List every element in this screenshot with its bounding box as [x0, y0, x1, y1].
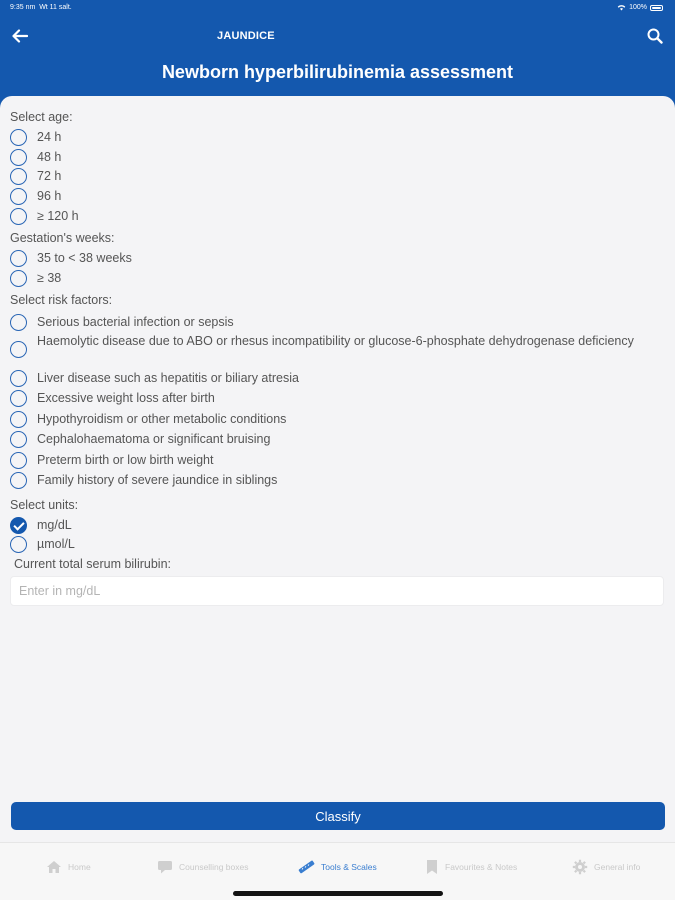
tab-home[interactable] — [46, 857, 91, 877]
radio-button[interactable] — [10, 536, 27, 553]
tab-general-info[interactable] — [572, 857, 640, 877]
gestation-option-38plus[interactable] — [10, 269, 61, 287]
gear-icon — [572, 859, 588, 875]
risk-option-preterm[interactable] — [10, 451, 213, 469]
risk-option-infection[interactable] — [10, 313, 234, 331]
option-label: Cephalohaematoma or significant bruising — [37, 431, 271, 446]
home-icon — [46, 860, 62, 874]
units-option-mgdl[interactable] — [10, 516, 72, 534]
tab-label: Counselling boxes — [179, 862, 249, 872]
checkbox[interactable] — [10, 341, 27, 358]
age-option-120h[interactable] — [10, 207, 79, 225]
arrow-left-icon — [12, 29, 28, 43]
age-section-label: Select age: — [10, 110, 73, 124]
risk-option-liver[interactable] — [10, 369, 299, 387]
risk-section-label: Select risk factors: — [10, 293, 113, 307]
option-label: 72 h — [37, 168, 62, 183]
checkbox[interactable] — [10, 431, 27, 448]
risk-option-hypothyroidism[interactable] — [10, 410, 286, 428]
ruler-icon — [297, 859, 315, 875]
checkbox[interactable] — [10, 370, 27, 387]
battery-percent: 100% — [629, 4, 647, 11]
option-label: µmol/L — [37, 536, 75, 551]
option-label: Preterm birth or low birth weight — [37, 452, 214, 467]
option-label: 24 h — [37, 129, 62, 144]
radio-button[interactable] — [10, 149, 27, 166]
risk-option-weight-loss[interactable] — [10, 389, 215, 407]
age-option-24h[interactable] — [10, 128, 61, 146]
radio-button[interactable] — [10, 168, 27, 185]
nav-title: JAUNDICE — [217, 30, 275, 42]
classify-button[interactable]: Classify — [11, 802, 665, 830]
option-label: 35 to < 38 weeks — [37, 250, 132, 265]
radio-button[interactable] — [10, 129, 27, 146]
option-label: Excessive weight loss after birth — [37, 390, 215, 405]
bilirubin-label: Current total serum bilirubin: — [14, 557, 172, 571]
gestation-section-label: Gestation's weeks: — [10, 231, 115, 245]
risk-option-cephalohaematoma[interactable] — [10, 430, 270, 448]
units-section-label: Select units: — [10, 498, 79, 512]
option-label: Hypothyroidism or other metabolic conditions — [37, 411, 287, 426]
status-time-date — [10, 4, 72, 11]
status-right — [617, 4, 663, 11]
tab-counselling-boxes[interactable] — [157, 857, 248, 877]
tab-favourites-notes[interactable] — [425, 857, 517, 877]
radio-button[interactable] — [10, 188, 27, 205]
search-icon — [647, 28, 663, 44]
page-title: Newborn hyperbilirubinemia assessment — [161, 62, 514, 82]
age-option-72h[interactable] — [10, 167, 61, 185]
tab-label: Favourites & Notes — [445, 862, 518, 872]
home-indicator — [233, 891, 443, 896]
radio-button[interactable] — [10, 208, 27, 225]
option-label: Liver disease such as hepatitis or biliary atresia — [37, 370, 299, 385]
tab-label: Home — [68, 862, 91, 872]
assessment-form — [0, 96, 675, 842]
tab-tools-scales[interactable] — [297, 857, 377, 877]
option-label: Family history of severe jaundice in siblings — [37, 472, 278, 487]
radio-button-checked[interactable] — [10, 517, 27, 534]
radio-button[interactable] — [10, 270, 27, 287]
search-button[interactable] — [643, 24, 667, 48]
bookmark-icon — [425, 859, 439, 875]
option-label: Serious bacterial infection or sepsis — [37, 314, 234, 329]
option-label: 48 h — [37, 149, 62, 164]
checkbox[interactable] — [10, 390, 27, 407]
status-date: Wt 11 salt. — [39, 4, 72, 11]
option-label: 96 h — [37, 188, 62, 203]
tab-label: General info — [594, 862, 641, 872]
risk-option-family-history[interactable] — [10, 471, 277, 489]
back-button[interactable] — [8, 24, 32, 48]
option-label: Haemolytic disease due to ABO or rhesus incompatibility or glucose-6-phosphate dehydrogenase deficiency — [37, 334, 634, 348]
wifi-icon — [617, 4, 626, 11]
option-label: ≥ 38 — [37, 270, 62, 285]
status-time: 9:35 nm — [10, 4, 36, 11]
risk-option-haemolytic[interactable] — [10, 334, 637, 366]
checkbox[interactable] — [10, 411, 27, 428]
units-option-umoll[interactable] — [10, 535, 75, 553]
age-option-48h[interactable] — [10, 148, 61, 166]
checkbox[interactable] — [10, 452, 27, 469]
gestation-option-35-38[interactable] — [10, 249, 132, 267]
age-option-96h[interactable] — [10, 187, 61, 205]
checkbox[interactable] — [10, 472, 27, 489]
bilirubin-input[interactable] — [10, 576, 664, 606]
radio-button[interactable] — [10, 250, 27, 267]
battery-icon — [650, 5, 663, 11]
checkbox[interactable] — [10, 314, 27, 331]
chat-icon — [157, 860, 173, 874]
option-label: mg/dL — [37, 517, 72, 532]
option-label: ≥ 120 h — [37, 208, 79, 223]
tab-label: Tools & Scales — [321, 862, 377, 872]
status-bar — [10, 4, 663, 14]
